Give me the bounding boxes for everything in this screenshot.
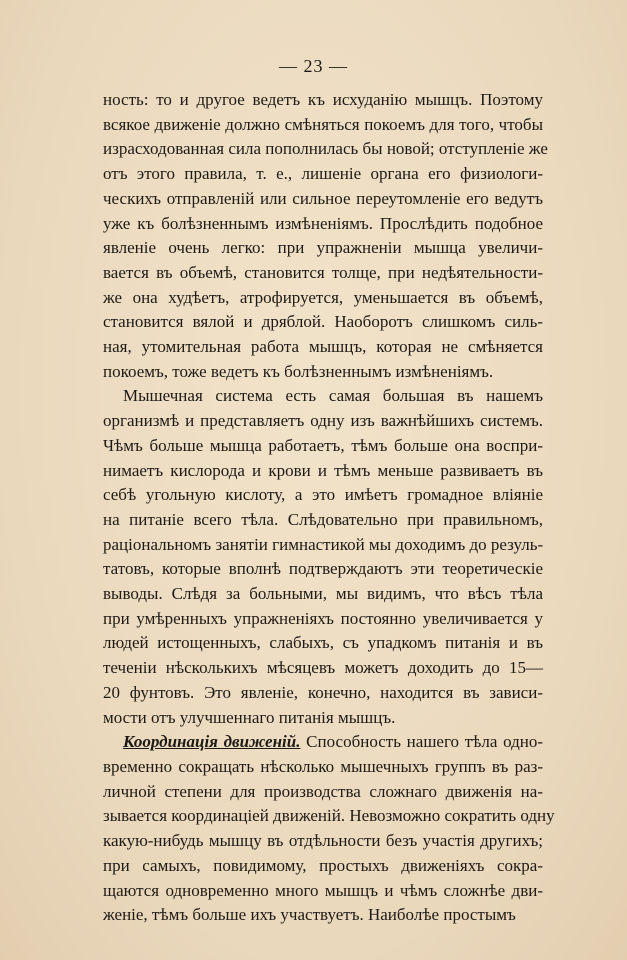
section-heading: Координація движеній. [123,732,301,752]
text-line: личной степени для производства сложнаго движенія на- [103,781,543,801]
text-line: при самыхъ, повидимому, простыхъ движеніяхъ сокра- [103,855,543,875]
text-line: организмѣ и представляетъ одну изъ важнѣйшихъ системъ. [103,411,543,431]
text-line: нимаетъ кислорода и крови и тѣмъ меньше развиваетъ въ [103,460,543,480]
text-line: израсходованная сила пополнилась бы новой; отступленіе же [103,139,548,159]
text-line: Чѣмъ больше мышца работаетъ, тѣмъ больше она воспри- [103,435,543,455]
text-line: ность: то и другое ведетъ къ исхуданію мышцъ. Поэтому [103,90,543,109]
text-line: людей истощенныхъ, слабыхъ, съ упадкомъ питанія и въ [103,633,543,653]
paragraph-3-first-line-text: Способность нашего тѣла одно- [300,732,543,752]
text-line: становится вялой и дряблой. Наоборотъ слишкомъ силь- [103,312,543,332]
text-line: отъ этого правила, т. е., лишеніе органа его физиологи- [103,164,543,184]
text-line: татовъ, которые вполнѣ подтверждаютъ эти теоретическіе [103,559,543,579]
paragraph-2 [103,384,543,730]
text-line: всякое движеніе должно смѣняться покоемъ для того, чтобы [103,114,543,134]
text-line: Мышечная система есть самая большая въ нашемъ [123,386,543,406]
text-line: на питаніе всего тѣла. Слѣдовательно при правильномъ, [103,509,543,529]
text-line: теченіи нѣсколькихъ мѣсяцевъ можетъ доходить до 15— [103,658,543,678]
text-line: себѣ угольную кислоту, а это имѣетъ громадное вліяніе [103,485,543,505]
text-line: щаются одновременно много мышцъ и чѣмъ сложнѣе дви- [103,880,543,900]
text-line: раціональномъ занятіи гимнастикой мы доходимъ до резуль- [103,534,544,554]
paragraph-3-first-line [103,730,543,755]
paragraph-3 [103,730,555,928]
text-line: явленіе очень легко: при упражненіи мышца увеличи- [103,238,543,258]
text-line: ческихъ отправленій или сильное переутомленіе его ведутъ [103,188,543,208]
text-line: женіе, тѣмъ больше ихъ участвуетъ. Наиболѣе простымъ [103,905,516,925]
text-line: же она худѣетъ, атрофируется, уменьшается въ объемѣ, [103,287,543,307]
text-line: уже къ болѣзненнымъ измѣненіямъ. Прослѣдить подобное [103,213,543,233]
text-line: покоемъ, тоже ведетъ къ болѣзненнымъ измѣненіямъ. [103,361,494,381]
text-line: выводы. Слѣдя за больными, мы видимъ, что вѣсъ тѣла [103,584,543,604]
paragraph-1 [103,88,548,384]
page-number: — 23 — [279,56,348,76]
text-line: зывается координаціей движеній. Невозможно сократить одну [103,806,555,826]
text-line: вается въ объемѣ, становится толще, при недѣятельности- [103,262,543,282]
text-line: временно сокращать нѣсколько мышечныхъ группъ въ раз- [103,756,543,776]
body-text [103,88,555,928]
text-line: какую-нибудь мышцу въ отдѣльности безъ участія другихъ; [103,831,543,851]
text-line: 20 фунтовъ. Это явленіе, конечно, находится въ зависи- [103,682,543,702]
text-line: ная, утомительная работа мышцъ, которая не смѣняется [103,337,543,357]
text-line: при умѣренныхъ упражненіяхъ постоянно увеличивается у [103,608,543,628]
text-line: мости отъ улучшеннаго питанія мышцъ. [103,707,396,727]
